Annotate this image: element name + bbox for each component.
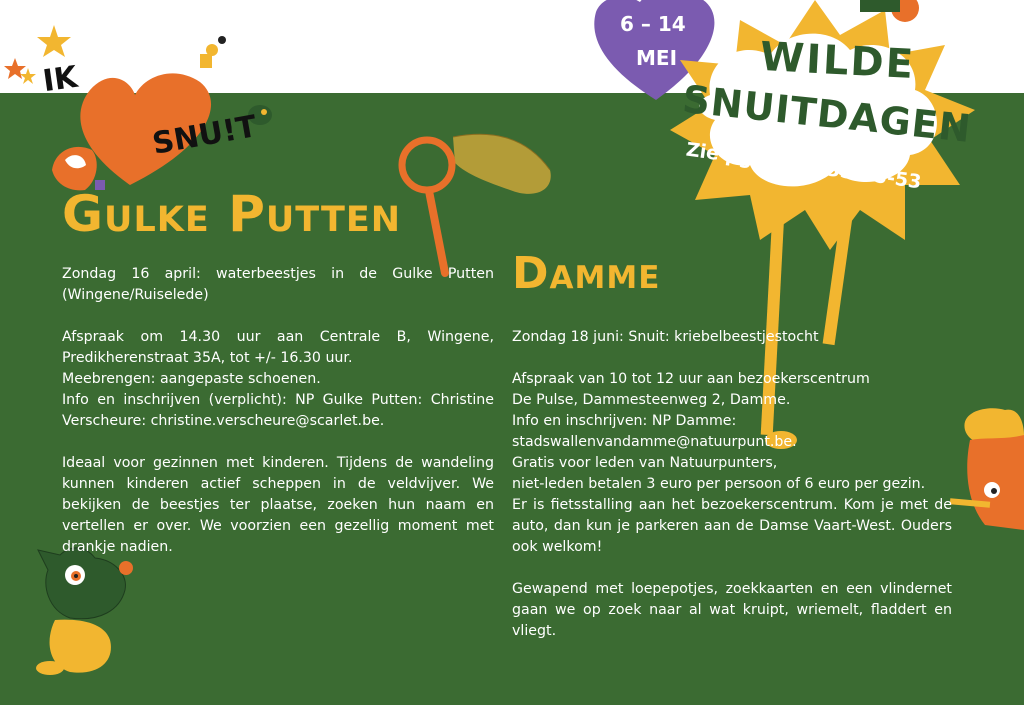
paragraph-gap	[62, 306, 494, 327]
orange-character-icon	[950, 405, 1024, 535]
star-icon	[37, 25, 71, 57]
badge-dates-bottom: MEI	[636, 46, 678, 70]
badge-dates-top: 6 – 14	[620, 12, 686, 36]
damme-body	[512, 327, 952, 642]
event-date-line: Zondag 18 juni: Snuit: kriebelbeestjestocht	[512, 329, 819, 345]
creature-icon	[30, 540, 150, 680]
description-text: Ideaal voor gezinnen met kinderen. Tijdens de wandeling kunnen kinderen actief scheppen in de veldvijver. We bekijken de beestjes ter plaatse, zoeken hun naam en vertellen er over. We voorzien een gezellig moment met drankje nadien.	[62, 455, 494, 555]
star-icon	[20, 68, 36, 84]
gulke-putten-body	[62, 264, 494, 558]
snuit-logo-text: SNU!T	[149, 109, 260, 162]
badge-title-line2: SNUITDAGEN	[680, 76, 974, 152]
paragraph-gap	[512, 348, 952, 369]
paragraph-gap	[512, 558, 952, 579]
badge-pages: Zie pg 17-21-35-45-53	[684, 138, 923, 194]
registration-info: Info en inschrijven (verplicht): NP Gulke Putten: Christine Verscheure: christine.verscheure@scarlet.be.	[62, 392, 494, 429]
bring-info: Meebrengen: aangepaste schoenen.	[62, 371, 321, 387]
non-members-price-info: niet-leden betalen 3 euro per persoon of 6 euro per gezin.	[512, 476, 926, 492]
email-info: stadswallenvandamme@natuurpunt.be.	[512, 434, 797, 450]
description-text: Gewapend met loepepotjes, zoekkaarten en een vlindernet gaan we op zoek naar al wat kruipt, wriemelt, fladdert en vliegt.	[512, 581, 952, 639]
meeting-info: Afspraak van 10 tot 12 uur aan bezoekerscentrum	[512, 371, 870, 387]
meeting-info: Afspraak om 14.30 uur aan Centrale B, Wingene, Predikherenstraat 35A, tot +/- 16.30 uur.	[62, 329, 494, 366]
address-info: De Pulse, Dammesteenweg 2, Damme.	[512, 392, 791, 408]
ik-logo-text: IK	[40, 59, 80, 100]
members-price-info: Gratis voor leden van Natuurpunters,	[512, 455, 778, 471]
event-date-line: Zondag 16 april: waterbeestjes in de Gulke Putten (Wingene/Ruiselede)	[62, 266, 494, 303]
gulke-putten-title: Gulke Putten	[62, 185, 402, 243]
registration-info: Info en inschrijven: NP Damme:	[512, 413, 737, 429]
parking-info: Er is fietsstalling aan het bezoekerscentrum. Kom je met de auto, dan kun je parkeren aan de Damse Vaart-West. Ouders ook welkom!	[512, 497, 952, 555]
paragraph-gap	[62, 432, 494, 453]
badge-title-line1: WILDE	[758, 33, 917, 89]
damme-title: Damme	[512, 248, 661, 299]
